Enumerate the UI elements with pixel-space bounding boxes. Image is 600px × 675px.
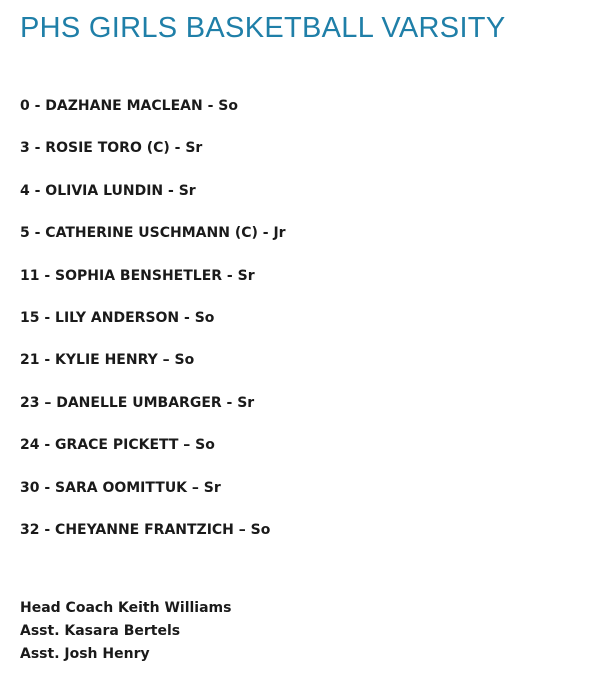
player-entry: 15 - LILY ANDERSON - So [20, 309, 215, 326]
assistant-coach: Asst. Josh Henry [20, 646, 150, 662]
player-entry: 4 - OLIVIA LUNDIN - Sr [20, 182, 196, 199]
player-entry: 21 - KYLIE HENRY – So [20, 352, 195, 369]
player-entry: 5 - CATHERINE USCHMANN (C) - Jr [20, 225, 286, 242]
player-entry: 32 - CHEYANNE FRANTZICH – So [20, 521, 271, 538]
player-list [20, 95, 286, 561]
assistant-coach: Asst. Kasara Bertels [20, 623, 181, 639]
page-title: PHS GIRLS BASKETBALL VARSITY [20, 12, 506, 44]
coaching-staff-list [20, 597, 231, 666]
player-entry: 3 - ROSIE TORO (C) - Sr [20, 140, 203, 157]
head-coach: Head Coach Keith Williams [20, 600, 232, 616]
player-entry: 0 - DAZHANE MACLEAN - So [20, 98, 238, 114]
player-entry: 11 - SOPHIA BENSHETLER - Sr [20, 267, 255, 284]
player-entry: 30 - SARA OOMITTUK – Sr [20, 479, 221, 496]
player-entry: 23 – DANELLE UMBARGER - Sr [20, 394, 255, 411]
player-entry: 24 - GRACE PICKETT – So [20, 437, 215, 454]
